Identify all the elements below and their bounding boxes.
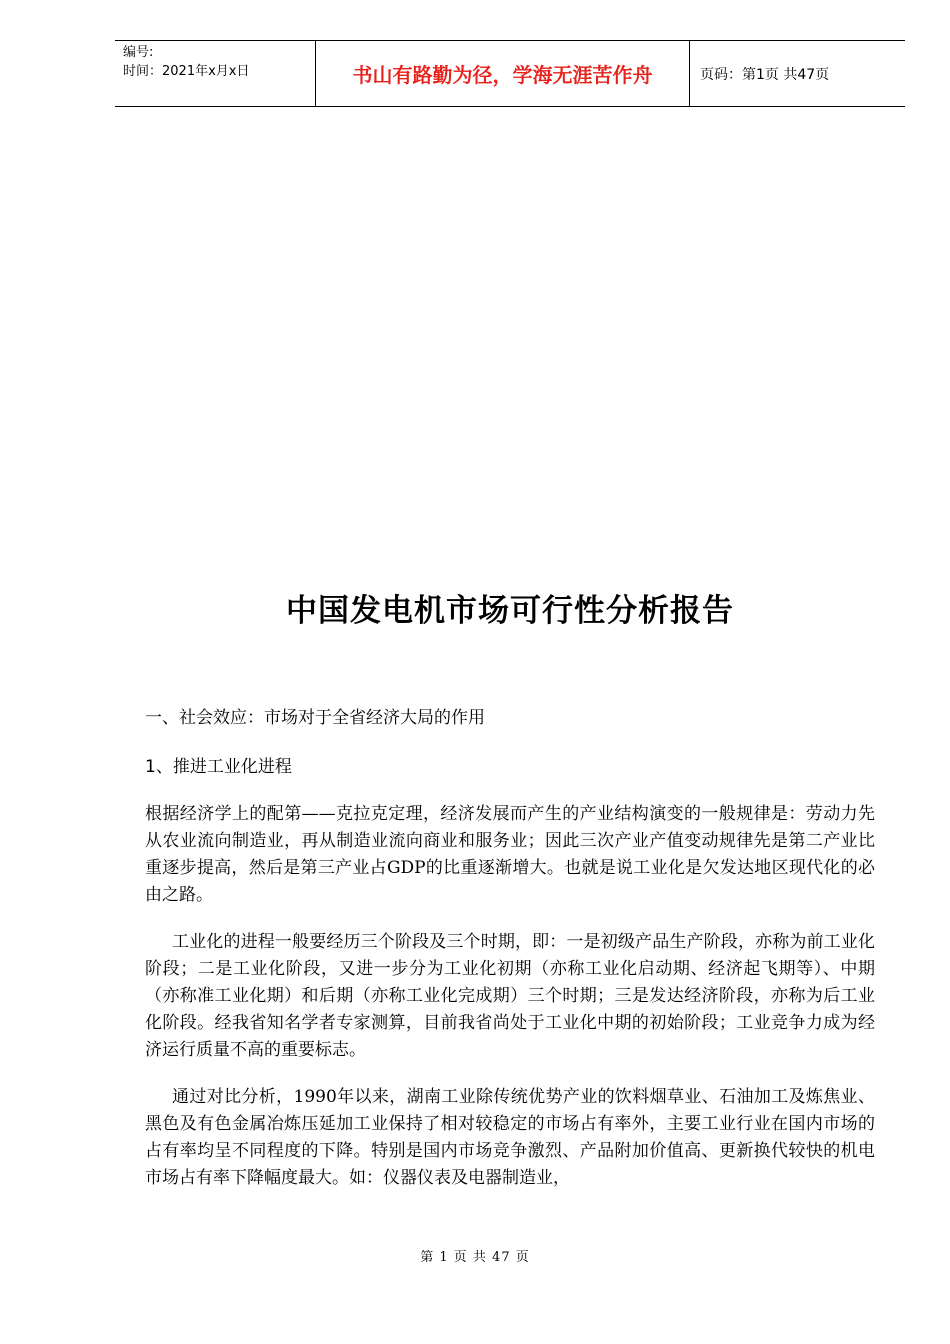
body-paragraph: 工业化的进程一般要经历三个阶段及三个时期，即：一是初级产品生产阶段，亦称为前工业化阶段；二是工业化阶段，又进一步分为工业化初期（亦称工业化启动期、经济起飞期等）、中期（亦称准工业化期）和后期（亦称工业化完成期）三个时期；三是发达经济阶段，亦称为后工业化阶段。经我省知名学者专家测算，目前我省尚处于工业化中期的初始阶段；工业竞争力成为经济运行质量不高的重要标志。 [145, 932, 875, 1060]
page-footer: 第 1 页 共 47 页 [420, 1250, 530, 1265]
body-paragraph: 通过对比分析，1990年以来，湖南工业除传统优势产业的饮料烟草业、石油加工及炼焦业、黑色及有色金属冶炼压延加工业保持了相对较稳定的市场占有率外，主要工业行业在国内市场的占有率均呈不同程度的下降。特别是国内市场竞争激烈、产品附加价值高、更新换代较快的机电市场占有率下降幅度最大。如：仪器仪表及电器制造业， [145, 1087, 875, 1188]
document-time-label: 时间：2021年x月x日 [123, 64, 250, 79]
section-heading-2: 1、推进工业化进程 [145, 757, 292, 777]
document-body [145, 705, 875, 1212]
header-meta [115, 41, 316, 106]
header-page-info: 页码：第1页 共47页 [700, 66, 830, 83]
header-motto: 书山有路勤为径，学海无涯苦作舟 [316, 41, 690, 106]
document-number-label: 编号: [123, 45, 154, 60]
page-header [115, 40, 905, 107]
document-title: 中国发电机市场可行性分析报告 [286, 593, 734, 629]
section-heading-1: 一、社会效应：市场对于全省经济大局的作用 [145, 708, 485, 728]
body-paragraph: 根据经济学上的配第——克拉克定理，经济发展而产生的产业结构演变的一般规律是：劳动力先从农业流向制造业，再从制造业流向商业和服务业；因此三次产业产值变动规律先是第二产业比重逐步提高，然后是第三产业占GDP的比重逐渐增大。也就是说工业化是欠发达地区现代化的必由之路。 [145, 804, 875, 905]
